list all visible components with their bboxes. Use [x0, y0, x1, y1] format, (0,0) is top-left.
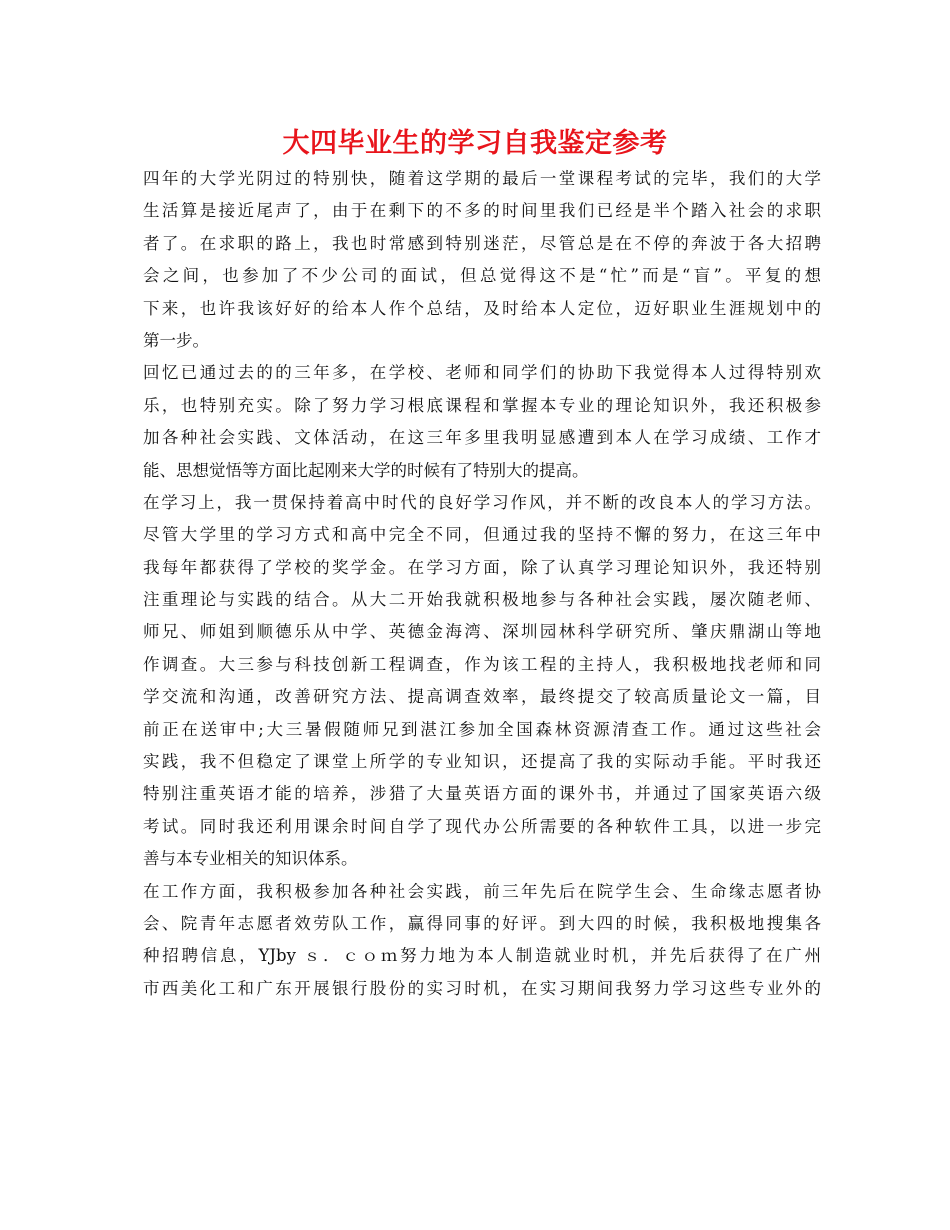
body-line: 在学习上，我一贯保持着高中时代的良好学习作风，并不断的改良本人的学习方法。: [143, 492, 821, 512]
document-body: [143, 163, 821, 1005]
body-line: 学交流和沟通，改善研究方法、提高调查效率，最终提交了较高质量论文一篇，目: [143, 687, 821, 707]
body-line: 师兄、师姐到顺德乐从中学、英德金海湾、深圳园林科学研究所、肇庆鼎湖山等地: [143, 622, 821, 642]
body-line: 加各种社会实践、文体活动，在这三年多里我明显感遭到本人在学习成绩、工作才: [143, 428, 821, 448]
body-line: 我每年都获得了学校的奖学金。在学习方面，除了认真学习理论知识外，我还特别: [143, 557, 821, 577]
body-line: 尽管大学里的学习方式和高中完全不同，但通过我的坚持不懈的努力，在这三年中: [143, 525, 821, 545]
body-line: 会、院青年志愿者效劳队工作，赢得同事的好评。到大四的时候，我积极地搜集各: [143, 913, 821, 933]
body-line: 生活算是接近尾声了，由于在剩下的不多的时间里我们已经是半个踏入社会的求职: [143, 201, 821, 221]
body-line: 种招聘信息，YJby ｓ．ｃｏｍ努力地为本人制造就业时机，并先后获得了在广州: [143, 946, 821, 966]
body-line: 会之间，也参加了不少公司的面试，但总觉得这不是“忙”而是“盲”。平复的想: [143, 266, 821, 286]
body-line: 下来，也许我该好好的给本人作个总结，及时给本人定位，迈好职业生涯规划中的: [143, 298, 821, 318]
body-line: 市西美化工和广东开展银行股份的实习时机，在实习期间我努力学习这些专业外的: [143, 978, 821, 998]
body-line: 考试。同时我还利用课余时间自学了现代办公所需要的各种软件工具，以进一步完: [143, 816, 821, 836]
document-title: 大四毕业生的学习自我鉴定参考: [282, 128, 668, 159]
body-line: 注重理论与实践的结合。从大二开始我就积极地参与各种社会实践，屡次随老师、: [143, 590, 821, 610]
body-line: 在工作方面，我积极参加各种社会实践，前三年先后在院学生会、生命缘志愿者协: [143, 881, 821, 901]
body-line: 特别注重英语才能的培养，涉猎了大量英语方面的课外书，并通过了国家英语六级: [143, 784, 821, 804]
body-line: 第一步。: [143, 330, 209, 350]
body-line: 善与本专业相关的知识体系。: [143, 849, 358, 869]
body-line: 实践，我不但稳定了课堂上所学的专业知识，还提高了我的实际动手能。平时我还: [143, 752, 821, 772]
body-line: 回忆已通过去的的三年多，在学校、老师和同学们的协助下我觉得本人过得特别欢: [143, 363, 821, 383]
body-line: 能、思想觉悟等方面比起刚来大学的时候有了特别大的提高。: [143, 460, 589, 480]
body-line: 者了。在求职的路上，我也时常感到特别迷茫，尽管总是在不停的奔波于各大招聘: [143, 233, 821, 253]
body-line: 前正在送审中;大三暑假随师兄到湛江参加全国森林资源清查工作。通过这些社会: [143, 719, 821, 739]
body-line: 乐，也特别充实。除了努力学习根底课程和掌握本专业的理论知识外，我还积极参: [143, 395, 821, 415]
body-line: 四年的大学光阴过的特别快，随着这学期的最后一堂课程考试的完毕，我们的大学: [143, 169, 821, 188]
body-line: 作调查。大三参与科技创新工程调查，作为该工程的主持人，我积极地找老师和同: [143, 654, 821, 674]
